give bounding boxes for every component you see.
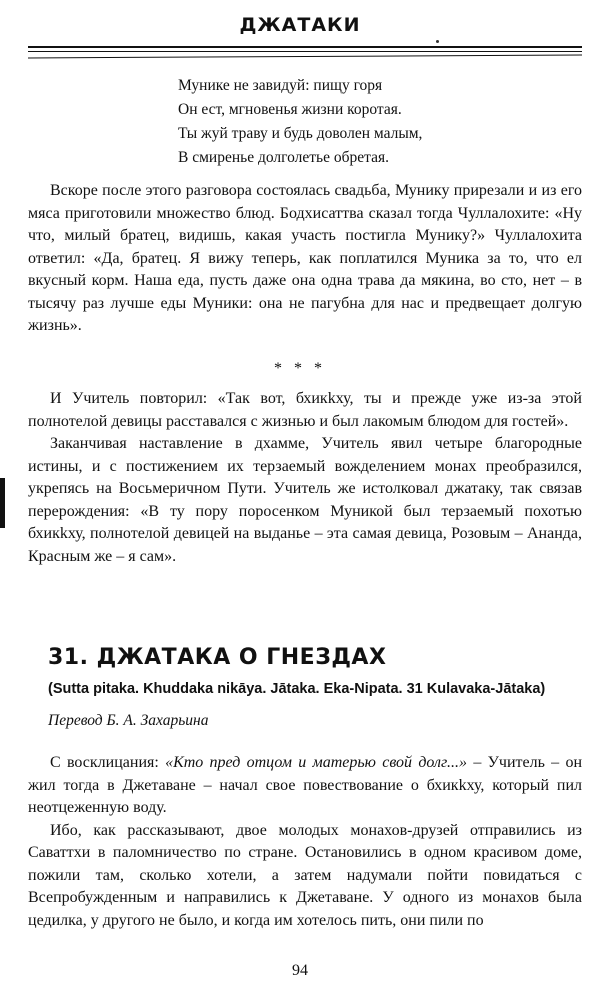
section-title: 31. ДЖАТАКА О ГНЕЗДАХ <box>48 645 387 670</box>
section-subtitle: (Sutta pitaka. Khuddaka nikāya. Jātaka. Eka-Nipata. 31 Kulavaka-Jātaka) <box>48 681 546 697</box>
paragraph-nests <box>28 752 582 932</box>
paragraph-text: Вскоре после этого разговора состоялась свадьба, Мунику прирезали и из его мяса приготовили множество блюд. Бодхисаттва сказал тогда Чуллалохите: «Ну что, милый братец, видишь, какая участь постигла Мунику?» Чуллалохита ответил: «Да, братец. Я вижу теперь, как поплатился Муника за то, что ел вкусный корм. Наша еда, пусть даже она одна трава да мякина, во сто, нет – в тысячу раз лучше еды Муники: она не пагубна для нас и предвещает долгую жизнь». <box>28 182 582 334</box>
running-header: ДЖАТАКИ <box>239 14 361 36</box>
print-speck <box>436 40 439 43</box>
paragraph-lead: С восклицания: <box>50 754 166 771</box>
paragraph-text <box>28 752 582 820</box>
paragraph-text: Ибо, как рассказывают, двое молодых монахов-друзей отправились из Саваттхи в паломничество по стране. Остановились в одном красивом доме, пожили там, сколько хотели, а затем надумали пойти повидаться с Всепробужденным и направились к Джетаване. У одного из монахов была цедилка, у другого не было, и когда им хотелось пить, они пили по <box>28 821 582 929</box>
paragraph-quote: «Кто пред отцом и матерью свой долг...» <box>165 754 468 771</box>
header-rule <box>28 46 582 48</box>
page-number: 94 <box>292 962 308 979</box>
paragraph-text: И Учитель повторил: «Так вот, бхикkху, ты и прежде уже из-за этой полнотелой девицы расставался с жизнью и был лакомым блюдом для гостей». <box>28 390 582 430</box>
section-separator: * * * <box>274 360 326 377</box>
verse-block <box>178 74 558 170</box>
verse-line: В смиренье долголетье обретая. <box>178 149 389 166</box>
paragraph-teacher <box>28 388 582 568</box>
verse-line: Он ест, мгновенья жизни коротая. <box>178 101 402 118</box>
paragraph-wedding <box>28 180 582 338</box>
verse-line: Мунике не завидуй: пищу горя <box>178 77 383 94</box>
paragraph-rest: – Учитель – он жил тогда в Джетаване – начал свое повествование о бхикkху, который пил неотцеженную воду. <box>28 754 583 816</box>
verse-line: Ты жуй траву и будь доволен малым, <box>178 125 423 142</box>
margin-mark <box>0 478 5 528</box>
translator-credit: Перевод Б. А. Захарьина <box>48 712 209 729</box>
paragraph-text: Заканчивая наставление в дхамме, Учитель явил четыре благородные истины, и с постижением их терзаемый вожделением монах преобразился, укрепясь на Восьмеричном Пути. Учитель же истолковал джатаку, так связав перерождения: «В ту пору поросенком Муникой был терзаемый похотью бхикkху, полнотелой девицей на выданье – эта самая девица, Розовым – Ананда, Красным же – я сам». <box>28 435 582 565</box>
header-rule <box>28 55 582 59</box>
header-rule <box>28 51 582 52</box>
